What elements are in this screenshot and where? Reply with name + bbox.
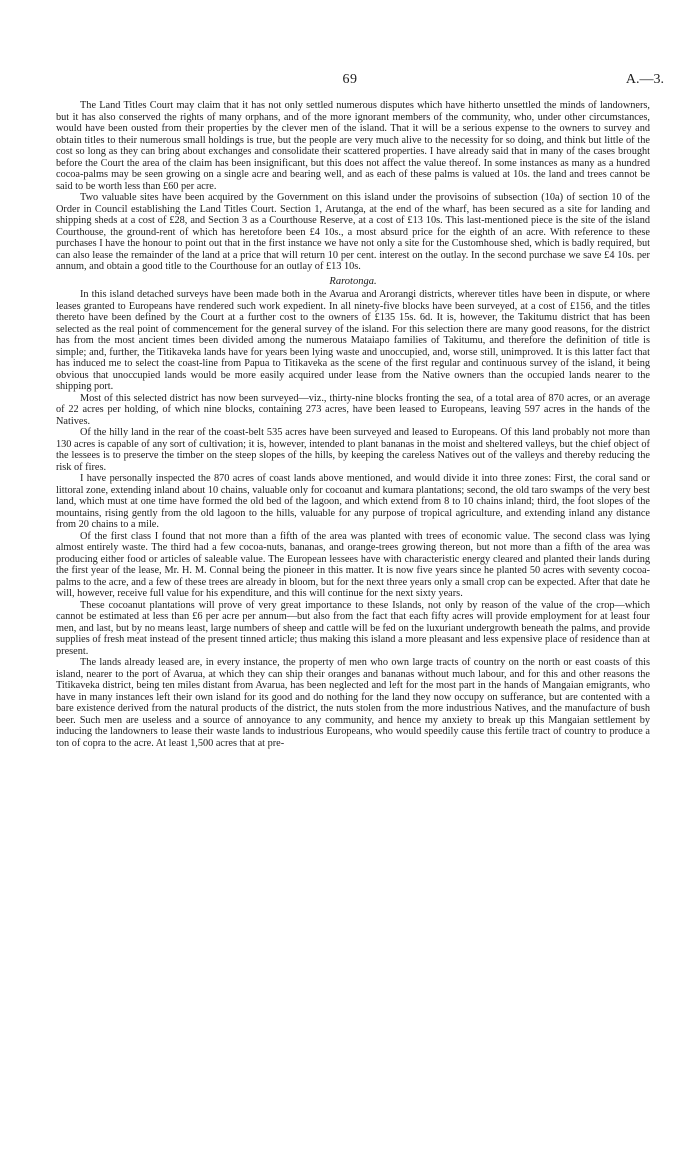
paragraph: The Land Titles Court may claim that it has not only settled numerous disputes which have hitherto unsettled the minds of landowners, but it has also conserved the rights of many orphans, and of the more ignorant members of the community, who, under other circumstances, would have been ousted from their properties by the clever men of the island. That it will be a serious expense to the owners to survey and obtain titles to their numerous small holdings is true, but the people are very much alive to the necessity for so doing, and think but little of the cost so long as they can bring about exchanges and consolidate their scattered properties. I have already said that in many of the cases brought before the Court the area of the claim has been insignificant, but this does not affect the value thereof. In some instances as many as a hundred cocoa-palms may be seen growing on a single acre and bearing well, and as each of these palms is valued at 10s. the land and trees cannot be said to be worth less than £60 per acre. — [56, 100, 650, 192]
paragraph: Of the hilly land in the rear of the coast-belt 535 acres have been surveyed and leased to Europeans. Of this land probably not more than 130 acres is capable of any sort of cultivation; it is, however, intended to plant bananas in the moist and sheltered valleys, but the chief object of the lessees is to preserve the timber on the steep slopes of the hills, by keeping the careless Natives out of the valleys and thereby reducing the risk of fires. — [56, 427, 650, 473]
paragraph: Of the first class I found that not more than a fifth of the area was planted with trees of economic value. The second class was lying almost entirely waste. The third had a few cocoa-nuts, bananas, and orange-trees growing thereon, but not more than a fifth of the area was producing either food or articles of saleable value. The European lessees have with characteristic energy cleared and planted their lands during the first year of the lease, Mr. H. M. Connal being the pioneer in this matter. It is now five years since he planted 50 acres with seventy cocoa-palms to the acre, and a few of these trees are already in bloom, but for the next three years only a small crop can be expected. After that date he will, however, receive full value for his expenditure, and this will continue for the next sixty years. — [56, 530, 650, 599]
paragraph: These cocoanut plantations will prove of very great importance to these Islands, not only by reason of the value of the crop—which cannot be estimated at less than £6 per acre per annum—but also from the fact that each fifty acres will provide employment for at least four men, and last, but by no means least, large numbers of sheep and cattle will be fed on the luxuriant undergrowth beneath the palms, and provide supplies of fresh meat instead of the present tinned article; thus making this island a more pleasant and less expensive place of residence than at present. — [56, 599, 650, 657]
paragraph: I have personally inspected the 870 acres of coast lands above mentioned, and would divide it into three zones: First, the coral sand or littoral zone, extending inland about 10 chains, valuable only for cocoanut and kumara plantations; second, the old taro swamps of the very best land, which must at one time have formed the old bed of the lagoon, and which extend from 8 to 10 chains inland; third, the foot slopes of the mountains, rising gently from the old lagoon to the hills, valuable for any purpose of tropical agriculture, and extending inland any distance from 20 chains to a mile. — [56, 473, 650, 530]
paragraph: In this island detached surveys have been made both in the Avarua and Arorangi districts, wherever titles have been in dispute, or where leases granted to Europeans have rendered such work expedient. In all ninety-five blocks have been surveyed, at a cost of £156, and the titles thereto have been defined by the Court at a further cost to the owners of £135 15s. 6d. It is, however, the Takitumu district that has been selected as the real point of commencement for the general survey of the island. For this selection there are many good reasons, for the district has from the most ancient times been divided among the numerous Mataiapo families of Takitumu, and therefore the definition of title is simple; and, further, the Titikaveka lands have for years been lying waste and unoccupied, and, worse still, unimproved. It is this latter fact that has induced me to select the coast-line from Papua to Titikaveka as the scene of the first regular and continuous survey of the island, it being obvious that unoccupied lands would be more easily acquired under lease from the Native owners than the occupied lands nearer to the shipping port. — [56, 289, 650, 392]
document-reference: A.—3. — [625, 72, 664, 87]
section-heading: Rarotonga. — [329, 275, 377, 287]
paragraph: The lands already leased are, in every instance, the property of men who own large tracts of country on the north or east coasts of this island, nearer to the port of Avarua, at which they can ship their oranges and bananas without much labour, and for this and other reasons the Titikaveka district, being ten miles distant from Avarua, has been neglected and left for the most part in the hands of Mangaian emigrants, who have in many instances left their own island for its good and do nothing for the land they now occupy on sufferance, but are contented with a bare existence derived from the natural products of the district, the nuts stolen from the more industrious Natives, and the manufacture of bush beer. Such men are useless and a source of annoyance to any community, and hence my anxiety to break up this Mangaian settlement by inducing the landowners to lease their waste lands to industrious Europeans, who would speedily cause this fertile tract of country to produce a ton of copra to the acre. At least 1,500 acres that at pre- — [56, 657, 650, 749]
page-number: 69 — [342, 72, 358, 87]
paragraph: Two valuable sites have been acquired by the Government on this island under the provisoins of subsection (10a) of section 10 of the Order in Council establishing the Land Titles Court. Section 1, Arutanga, at the end of the wharf, has been secured as a site for landing and shipping sheds at a cost of £28, and Section 3 as a Courthouse Reserve, at a cost of £13 10s. This last-mentioned piece is the site of the island Courthouse, the ground-rent of which has heretofore been £4 10s., a most absurd price for the eighth of an acre. With reference to these purchases I have the honour to point out that in the first instance we have not only a site for the Customhouse shed, which is badly required, but can also lease the remainder of the land at a price that will return 10 per cent. interest on the outlay. In the second purchase we save £4 10s. per annum, and obtain a good title to the Courthouse for an outlay of £13 10s. — [56, 192, 650, 272]
body-text — [56, 100, 650, 749]
paragraph: Most of this selected district has now been surveyed—viz., thirty-nine blocks fronting the sea, of a total area of 870 acres, or an average of 22 acres per holding, of which nine blocks, containing 273 acres, have been leased to Europeans, leaving 597 acres in the hands of the Natives. — [56, 392, 650, 427]
